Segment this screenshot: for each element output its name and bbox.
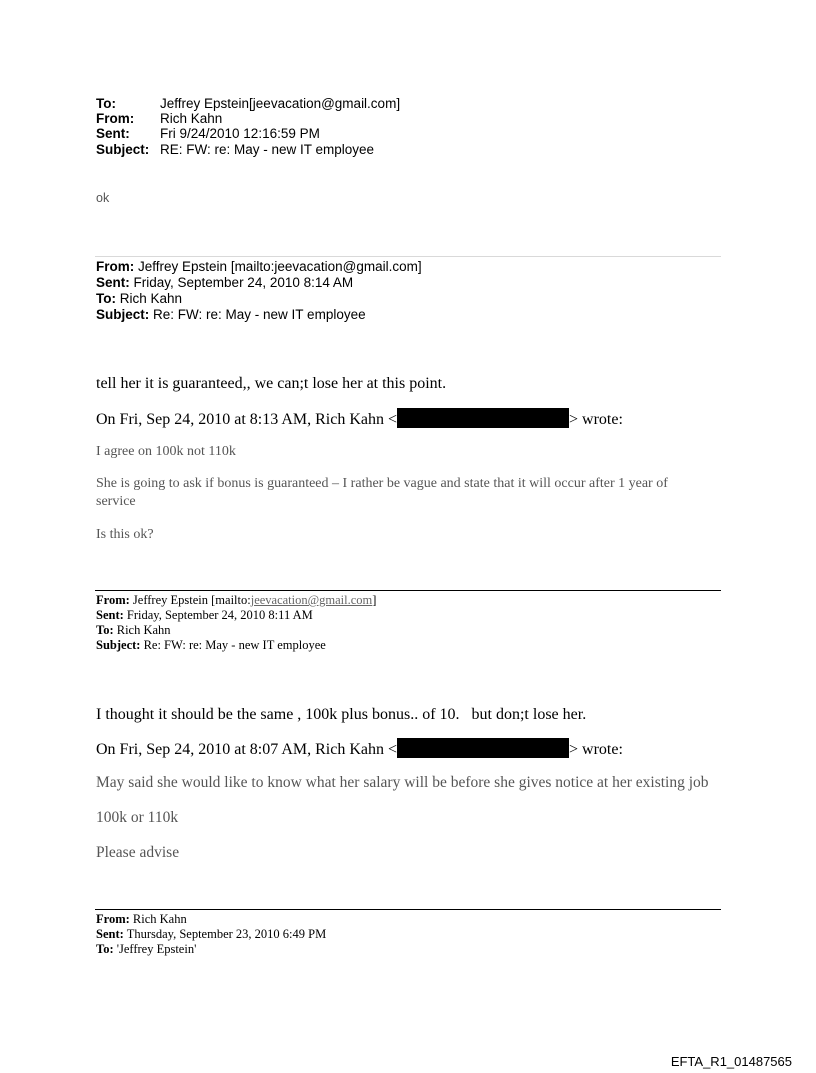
- msg6-from-value: Rich Kahn: [132, 912, 187, 926]
- msg2-quote-intro-pre: On Fri, Sep 24, 2010 at 8:13 AM, Rich Kahn <: [96, 411, 398, 428]
- msg4-from-row: [96, 593, 376, 608]
- divider: [95, 256, 721, 257]
- msg4-quote-intro-post: > wrote:: [569, 741, 623, 758]
- msg4-email-link[interactable]: jeevacation@gmail.com: [250, 593, 373, 607]
- msg4-from-value-post: ]: [372, 593, 377, 607]
- msg2-quote-intro-post: > wrote:: [569, 411, 623, 428]
- msg2-from-row: [96, 259, 422, 275]
- msg2-sent-value: Friday, September 24, 2010 8:14 AM: [133, 275, 354, 290]
- msg2-to-row: [96, 291, 182, 307]
- header-sent-value: Fri 9/24/2010 12:16:59 PM: [160, 126, 320, 141]
- msg5-line2: 100k or 110k: [96, 809, 179, 826]
- msg4-subject-value: Re: FW: re: May - new IT employee: [143, 638, 326, 652]
- msg4-to-label: To:: [96, 623, 114, 637]
- msg4-body: I thought it should be the same , 100k plus bonus.. of 10. but don;t lose her.: [96, 706, 587, 723]
- msg6-to-row: [96, 942, 196, 957]
- header-from-value: Rich Kahn: [160, 111, 223, 126]
- header-subject-label: Subject:: [96, 142, 150, 157]
- msg6-from-row: [96, 912, 187, 927]
- redaction-box: [397, 738, 569, 758]
- msg4-sent-row: [96, 608, 313, 623]
- reply-body: ok: [96, 191, 110, 205]
- msg6-sent-value: Thursday, September 23, 2010 6:49 PM: [126, 927, 327, 941]
- msg6-from-label: From:: [96, 912, 130, 926]
- msg2-body: tell her it is guaranteed,, we can;t lose her at this point.: [96, 375, 447, 392]
- msg2-to-label: To:: [96, 291, 116, 306]
- header-sent-row: [96, 126, 320, 142]
- msg2-from-value: Jeffrey Epstein [mailto:jeevacation@gmail.com]: [138, 259, 422, 274]
- header-to-label: To:: [96, 96, 116, 111]
- msg2-from-label: From:: [96, 259, 135, 274]
- msg4-subject-row: [96, 638, 326, 653]
- document-id: EFTA_R1_01487565: [670, 1054, 792, 1069]
- msg4-to-value: Rich Kahn: [116, 623, 171, 637]
- msg4-from-label: From:: [96, 593, 130, 607]
- header-to-value: Jeffrey Epstein[jeevacation@gmail.com]: [160, 96, 401, 111]
- header-subject-value: RE: FW: re: May - new IT employee: [160, 142, 375, 157]
- msg2-to-value: Rich Kahn: [119, 291, 183, 306]
- redaction-box: [397, 408, 569, 428]
- msg3-line1: I agree on 100k not 110k: [96, 444, 236, 459]
- msg2-subject-label: Subject:: [96, 307, 150, 322]
- header-to-row: [96, 96, 400, 112]
- msg6-to-value: 'Jeffrey Epstein': [116, 942, 197, 956]
- msg3-line3: Is this ok?: [96, 527, 154, 542]
- msg5-line1: May said she would like to know what her salary will be before she gives notice at her existing job: [96, 774, 709, 791]
- header-from-label: From:: [96, 111, 135, 126]
- divider: [95, 909, 721, 910]
- msg4-quote-intro: [96, 738, 623, 760]
- msg4-sent-label: Sent:: [96, 608, 124, 622]
- msg5-line3: Please advise: [96, 844, 180, 861]
- msg2-subject-value: Re: FW: re: May - new IT employee: [153, 307, 366, 322]
- msg2-sent-label: Sent:: [96, 275, 130, 290]
- msg3-line2: She is going to ask if bonus is guaranteed – I rather be vague and state that it will occur after 1 year of service: [96, 476, 668, 509]
- msg4-from-value-pre: Jeffrey Epstein [mailto:: [132, 593, 251, 607]
- msg2-quote-intro: [96, 408, 623, 430]
- header-sent-label: Sent:: [96, 126, 130, 141]
- msg4-sent-value: Friday, September 24, 2010 8:11 AM: [126, 608, 313, 622]
- header-subject-row: [96, 142, 374, 158]
- msg6-to-label: To:: [96, 942, 114, 956]
- msg4-quote-intro-pre: On Fri, Sep 24, 2010 at 8:07 AM, Rich Kahn <: [96, 741, 398, 758]
- msg4-subject-label: Subject:: [96, 638, 141, 652]
- divider: [95, 590, 721, 591]
- header-from-row: [96, 111, 222, 127]
- msg6-sent-row: [96, 927, 326, 942]
- msg2-sent-row: [96, 275, 353, 291]
- msg2-subject-row: [96, 307, 366, 323]
- msg4-to-row: [96, 623, 171, 638]
- msg6-sent-label: Sent:: [96, 927, 124, 941]
